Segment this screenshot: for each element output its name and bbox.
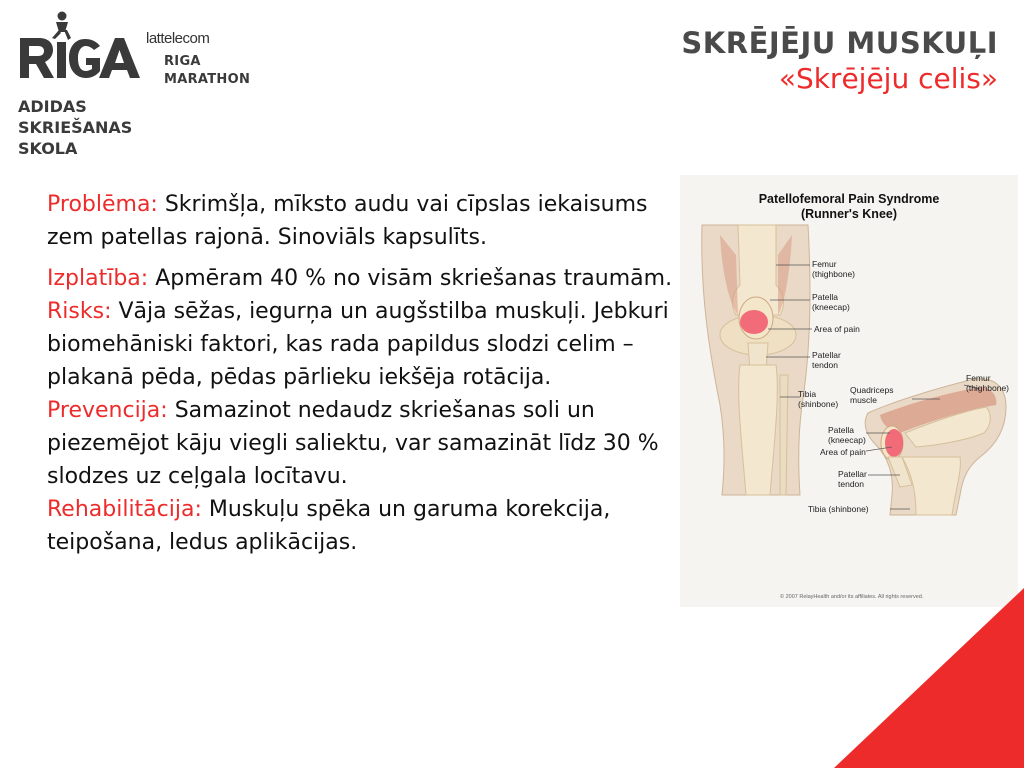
section-prevention	[47, 394, 677, 493]
red-corner-decoration	[834, 588, 1024, 768]
lattelecom-logo: lattelecom	[146, 30, 210, 47]
logo-riga-text: RIGA	[164, 54, 201, 69]
title-main: SKRĒJĒJU MUSKUĻI	[681, 26, 998, 60]
front-knee	[702, 225, 810, 495]
label-front-tendon: Patellar tendon	[812, 350, 841, 370]
label-front-femur: Femur (thighbone)	[812, 259, 856, 279]
section-label: Problēma:	[47, 192, 158, 217]
figure-copyright: © 2007 RelayHealth and/or its affiliates. All rights reserved.	[780, 594, 924, 600]
label-side-tendon: Patellar tendon	[838, 469, 867, 489]
school-line: SKOLA	[18, 139, 78, 158]
label-side-femur: Femur (thighbone)	[966, 373, 1010, 393]
section-problem	[47, 188, 677, 254]
section-rehabilitation	[47, 493, 677, 559]
label-front-pain: Area of pain	[814, 324, 860, 334]
knee-illustration	[680, 175, 1018, 607]
section-text: Skrimšļa, mīksto audu vai cīpslas iekaisums zem patellas rajonā. Sinoviāls kapsulīts.	[47, 192, 648, 250]
school-line: ADIDAS	[18, 97, 87, 116]
section-prevalence	[47, 262, 677, 295]
label-side-quadriceps: Quadriceps muscle	[850, 385, 894, 405]
label-front-tibia: Tibia (shinbone)	[798, 389, 839, 409]
label-side-patella: Patella (kneecap)	[828, 425, 866, 445]
title-sub: «Skrējēju celis»	[778, 62, 998, 95]
content-text	[47, 188, 677, 559]
section-text: Samazinot nedaudz skriešanas soli un piezemējot kāju viegli saliektu, var samazināt līdz 30 % slodzes uz ceļgala locītavu.	[47, 398, 659, 489]
riga-marathon-logo	[18, 8, 251, 88]
section-label: Rehabilitācija:	[47, 497, 202, 522]
riga-logo-mark	[18, 8, 143, 88]
label-side-tibia: Tibia (shinbone)	[808, 504, 869, 514]
label-side-pain: Area of pain	[820, 447, 866, 457]
section-text: Vāja sēžas, iegurņa un augšstilba muskuļi. Jebkuri biomehāniski faktori, kas rada papildus slodzi celim – plakanā pēda, pēdas pārlieku iekšēja rotācija.	[47, 299, 669, 390]
school-line: SKRIEŠANAS	[18, 118, 133, 137]
figure-title: Patellofemoral Pain Syndrome	[758, 192, 940, 206]
section-text: Muskuļu spēka un garuma korekcija, teipošana, ledus aplikācijas.	[47, 497, 611, 555]
figure-subtitle: (Runner's Knee)	[800, 207, 898, 221]
section-risk	[47, 295, 677, 394]
label-front-patella: Patella (kneecap)	[812, 292, 850, 312]
section-label: Izplatība:	[47, 266, 149, 291]
section-label: Prevencija:	[47, 398, 168, 423]
slide-title	[681, 26, 998, 95]
section-label: Risks:	[47, 299, 112, 324]
logo-marathon-text: MARATHON	[164, 72, 251, 87]
section-text: Apmēram 40 % no visām skriešanas traumām.	[148, 266, 673, 291]
school-name	[18, 96, 132, 159]
